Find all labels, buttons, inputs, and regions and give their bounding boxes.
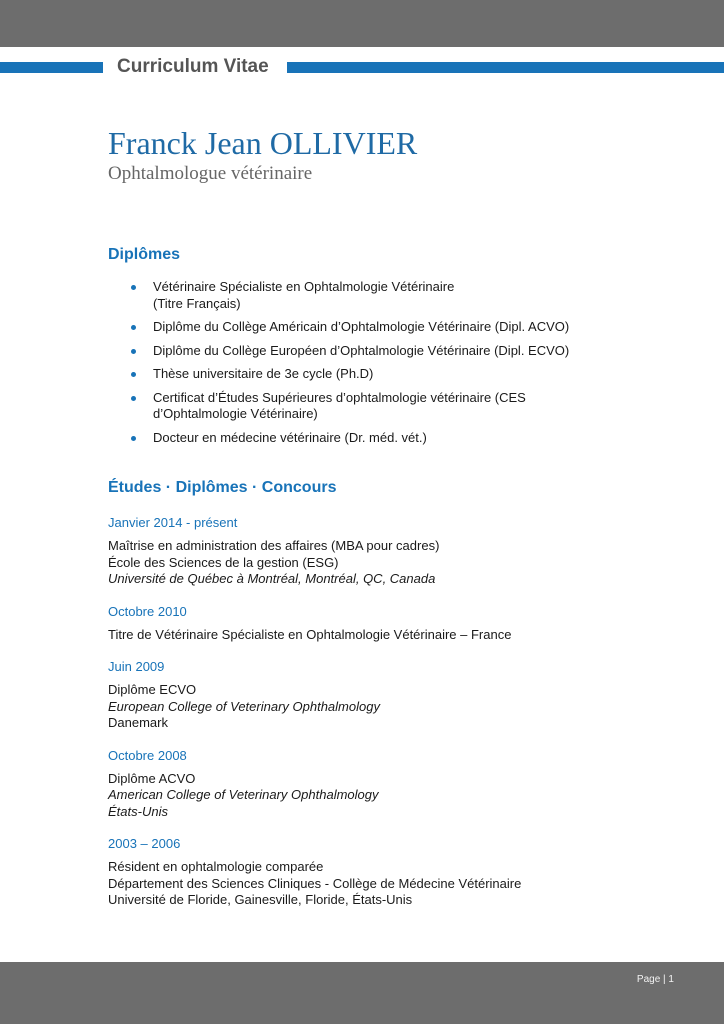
- footer-band: [0, 962, 724, 1024]
- diploma-text: Thèse universitaire de 3e cycle (Ph.D): [153, 366, 374, 381]
- education-entries: [108, 515, 688, 925]
- page-number: Page | 1: [636, 974, 674, 985]
- person-title: Ophtalmologue vétérinaire: [108, 163, 313, 184]
- diploma-text: Docteur en médecine vétérinaire (Dr. méd. vét.): [153, 429, 427, 445]
- diploma-text: Vétérinaire Spécialiste en Ophtalmologie Vétérinaire: [153, 279, 455, 294]
- education-entry: [108, 836, 688, 909]
- education-entry: [108, 515, 688, 588]
- entry-date: 2003 – 2006: [108, 836, 181, 851]
- diploma-text: Certificat d’Études Supérieures d’ophtalmologie vétérinaire (CES: [153, 389, 526, 405]
- header-band: [0, 0, 724, 47]
- list-item: [131, 343, 691, 360]
- entry-text: École des Sciences de la gestion (ESG): [108, 554, 339, 570]
- list-item: [131, 279, 691, 312]
- bullet-icon: [131, 285, 136, 290]
- entry-date: Janvier 2014 - présent: [108, 515, 238, 530]
- list-item: [131, 319, 691, 336]
- bullet-icon: [131, 325, 136, 330]
- section-heading-diplomes: Diplômes: [108, 246, 181, 263]
- header-rule-right: [287, 62, 724, 73]
- diploma-text: d’Ophtalmologie Vétérinaire): [153, 406, 318, 421]
- entry-text: Université de Floride, Gainesville, Floride, États-Unis: [108, 892, 413, 907]
- bullet-icon: [131, 396, 136, 401]
- list-item: [131, 366, 691, 383]
- entry-text: European College of Veterinary Ophthalmology: [108, 698, 380, 714]
- entry-date: Octobre 2008: [108, 747, 187, 763]
- list-item: [131, 390, 691, 423]
- header-rule-left: [0, 62, 103, 73]
- entry-text: États-Unis: [108, 803, 168, 819]
- diploma-text: Diplôme du Collège Européen d’Ophtalmologie Vétérinaire (Dipl. ECVO): [153, 342, 570, 358]
- person-name: Franck Jean OLLIVIER: [108, 125, 418, 161]
- education-entry: [108, 604, 688, 644]
- entry-text: Danemark: [108, 715, 168, 730]
- entry-text: Université de Québec à Montréal, Montréal, QC, Canada: [108, 571, 436, 586]
- section-heading-etudes: Études · Diplômes · Concours: [108, 479, 337, 496]
- diploma-text: Diplôme du Collège Américain d’Ophtalmologie Vétérinaire (Dipl. ACVO): [153, 319, 570, 334]
- entry-text: Département des Sciences Cliniques - Collège de Médecine Vétérinaire: [108, 875, 522, 891]
- bullet-icon: [131, 436, 136, 441]
- entry-text: Titre de Vétérinaire Spécialiste en Ophtalmologie Vétérinaire – France: [108, 626, 512, 642]
- bullet-icon: [131, 372, 136, 377]
- education-entry: [108, 659, 688, 732]
- education-entry: [108, 748, 688, 821]
- entry-text: Diplôme ACVO: [108, 770, 196, 786]
- entry-text: Diplôme ECVO: [108, 682, 197, 697]
- entry-date: Juin 2009: [108, 659, 165, 674]
- list-item: [131, 430, 691, 447]
- entry-date: Octobre 2010: [108, 603, 187, 619]
- diplomas-list: [131, 279, 691, 453]
- bullet-icon: [131, 349, 136, 354]
- diploma-text: (Titre Français): [153, 295, 241, 311]
- entry-text: American College of Veterinary Ophthalmology: [108, 787, 379, 802]
- document-label: Curriculum Vitae: [117, 56, 269, 77]
- entry-text: Résident en ophtalmologie comparée: [108, 859, 324, 874]
- entry-text: Maîtrise en administration des affaires (MBA pour cadres): [108, 538, 440, 553]
